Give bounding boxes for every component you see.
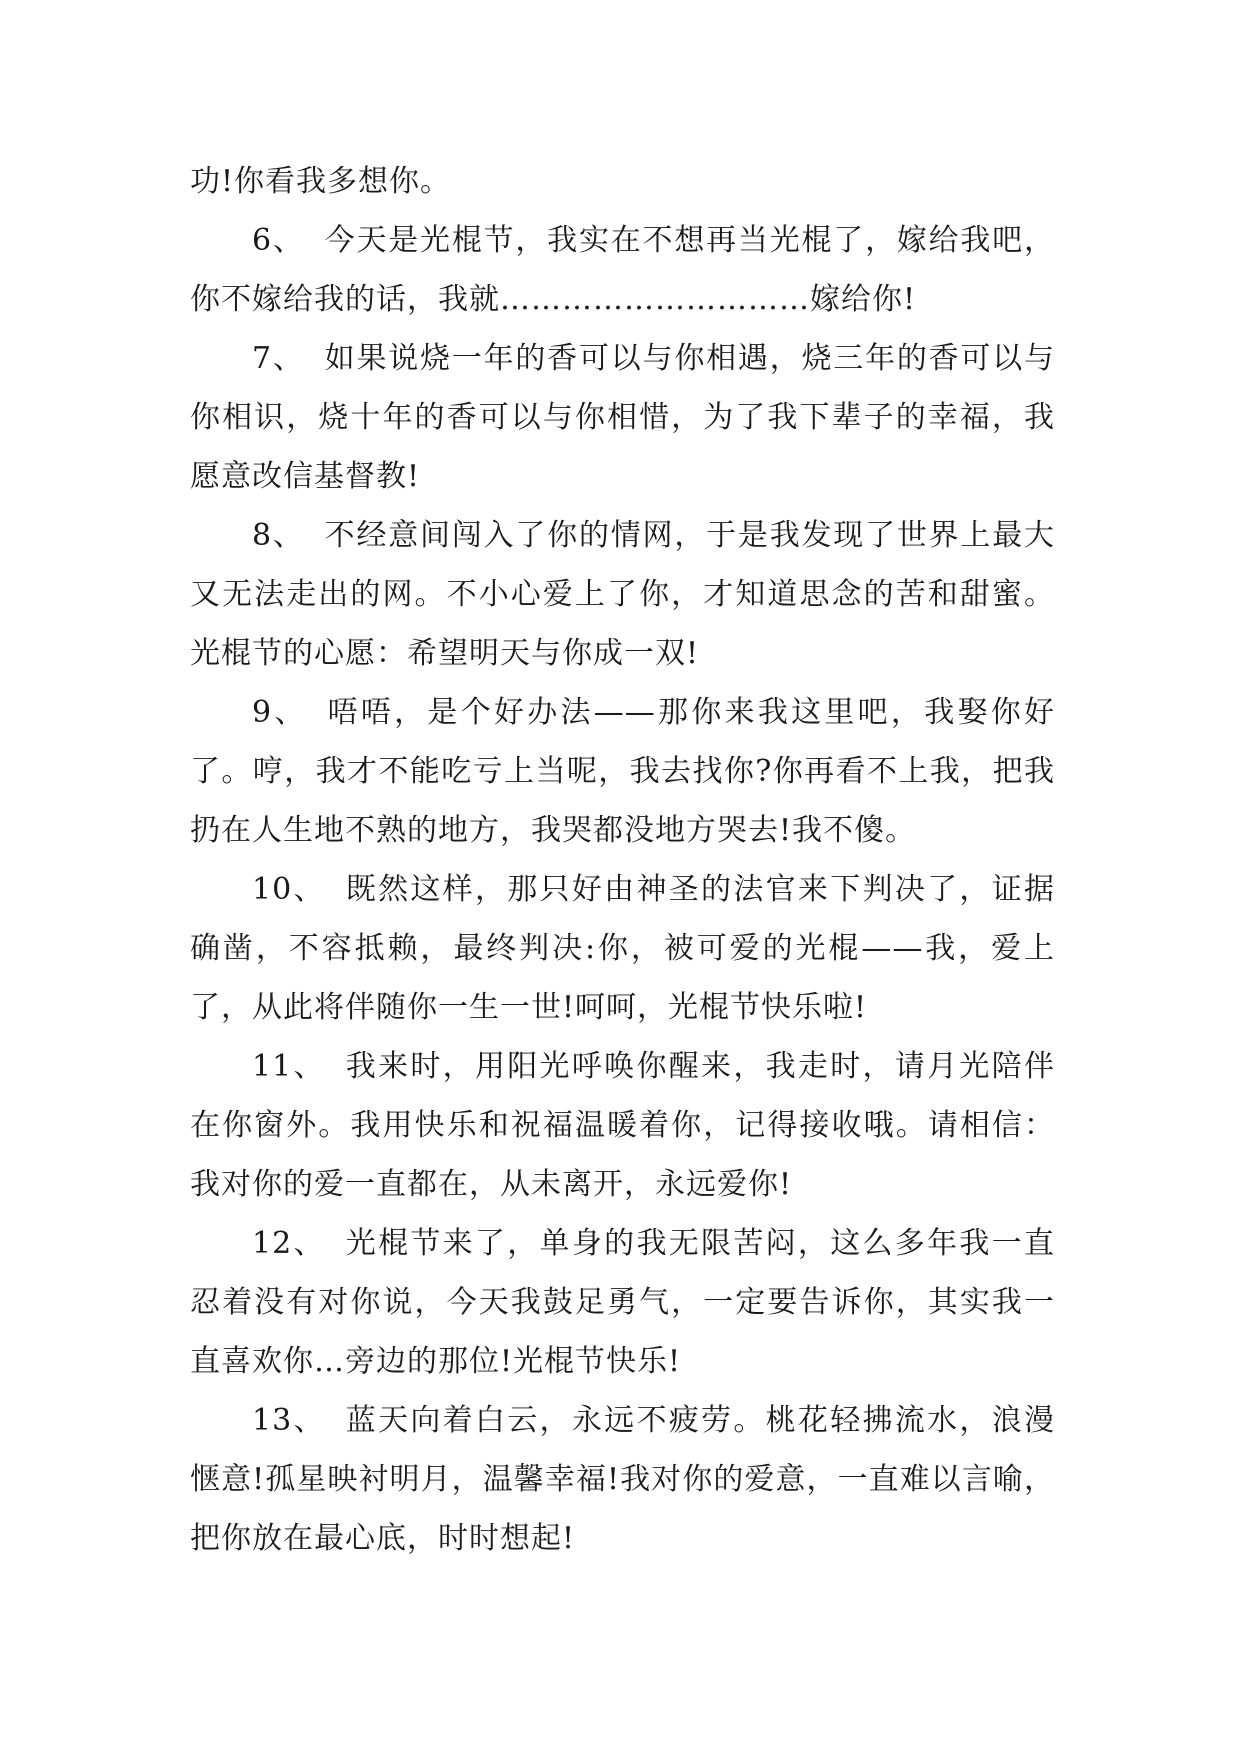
paragraph-number: 8、 — [252, 518, 305, 553]
paragraph-text: 功!你看我多想你。 — [190, 164, 452, 199]
paragraph-number: 6、 — [252, 223, 305, 258]
paragraph-text: 蓝天向着白云，永远不疲劳。桃花轻拂流水，浪漫惬意!孤星映衬明月，温馨幸福!我对你的爱意，一直难以言喻，把你放在最心底，时时想起! — [190, 1403, 1056, 1556]
paragraph-item-6 — [190, 211, 1055, 329]
paragraph-number: 7、 — [252, 341, 305, 376]
paragraph-text: 如果说烧一年的香可以与你相遇，烧三年的香可以与你相识，烧十年的香可以与你相惜，为了我下辈子的幸福，我愿意改信基督教! — [190, 341, 1056, 494]
paragraph-text: 光棍节来了，单身的我无限苦闷，这么多年我一直忍着没有对你说，今天我鼓足勇气，一定要告诉你，其实我一直喜欢你…旁边的那位!光棍节快乐! — [190, 1226, 1056, 1379]
paragraph-item-8 — [190, 506, 1055, 683]
paragraph-number: 10、 — [252, 872, 326, 907]
paragraph-text: 今天是光棍节，我实在不想再当光棍了，嫁给我吧，你不嫁给我的话，我就…………………………嫁给你! — [190, 223, 1056, 317]
paragraph-item-13 — [190, 1391, 1055, 1568]
paragraph-item-12 — [190, 1214, 1055, 1391]
paragraph-continuation — [190, 152, 1055, 211]
paragraph-item-7 — [190, 329, 1055, 506]
paragraph-number: 13、 — [252, 1403, 326, 1438]
paragraph-number: 9、 — [252, 695, 308, 730]
paragraph-number: 11、 — [252, 1049, 326, 1084]
paragraph-number: 12、 — [252, 1226, 326, 1261]
paragraph-text: 既然这样，那只好由神圣的法官来下判决了，证据确凿，不容抵赖，最终判决:你，被可爱的光棍——我，爱上了，从此将伴随你一生一世!呵呵，光棍节快乐啦! — [190, 872, 1056, 1025]
paragraph-text: 唔唔，是个好办法——那你来我这里吧，我娶你好了。哼，我才不能吃亏上当呢，我去找你?你再看不上我，把我扔在人生地不熟的地方，我哭都没地方哭去!我不傻。 — [190, 695, 1055, 848]
paragraph-item-10 — [190, 860, 1055, 1037]
paragraph-item-11 — [190, 1037, 1055, 1214]
document-body — [190, 152, 1055, 1568]
paragraph-text: 不经意间闯入了你的情网，于是我发现了世界上最大又无法走出的网。不小心爱上了你，才知道思念的苦和甜蜜。光棍节的心愿：希望明天与你成一双! — [190, 518, 1056, 671]
paragraph-text: 我来时，用阳光呼唤你醒来，我走时，请月光陪伴在你窗外。我用快乐和祝福温暖着你，记得接收哦。请相信：我对你的爱一直都在，从未离开，永远爱你! — [190, 1049, 1056, 1202]
paragraph-item-9 — [190, 683, 1055, 860]
